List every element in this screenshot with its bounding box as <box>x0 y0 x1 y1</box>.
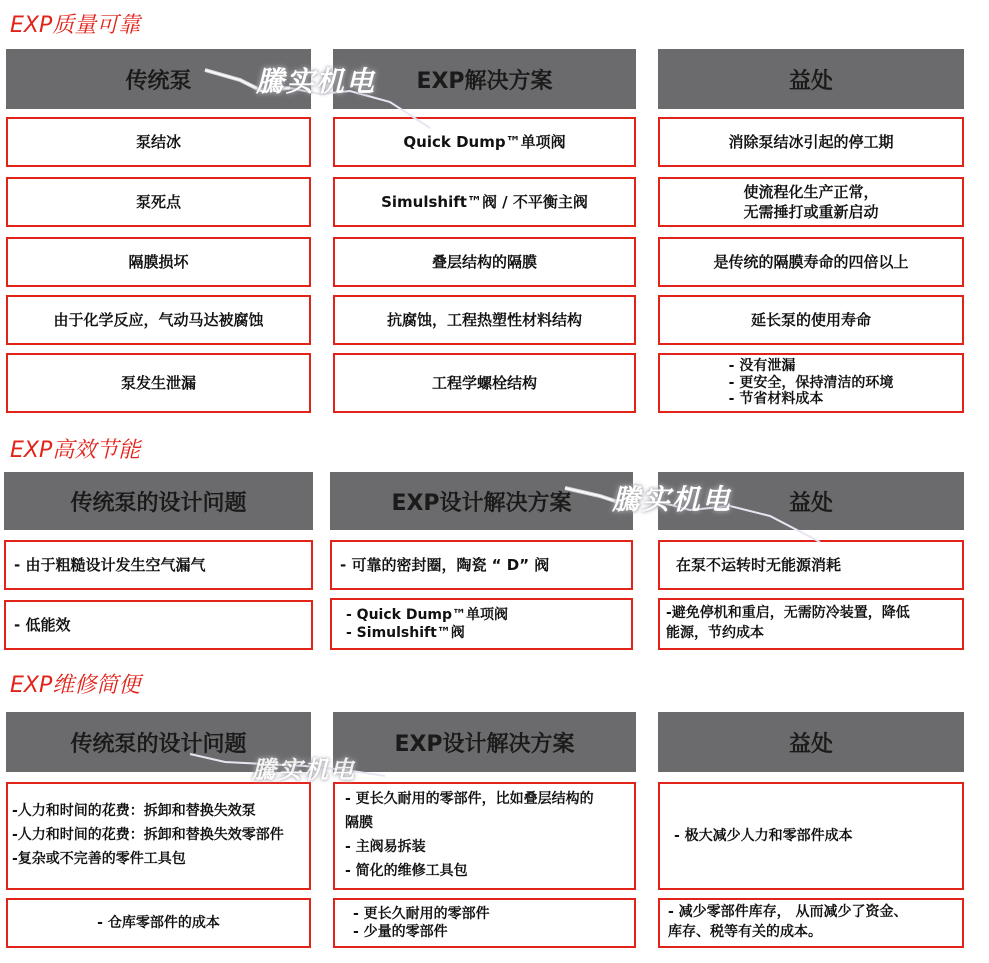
s1-row4-problem <box>6 295 311 345</box>
header-exp-design-solution: EXP设计解决方案 <box>330 472 633 530</box>
s1-row5-benefit <box>658 353 964 413</box>
cell-text-line: 叠层结构的隔膜 <box>431 252 537 271</box>
cell-text-line: - 可靠的密封圈，陶瓷 “ D” 阀 <box>340 555 550 574</box>
s3-row1-benefit <box>658 782 964 890</box>
s3-row1-problem <box>6 782 311 890</box>
cell-text-line: Quick Dump™单项阀 <box>403 132 566 151</box>
cell-text-line: - 少量的零部件 <box>353 924 448 940</box>
header-traditional-design-issue: 传统泵的设计问题 <box>6 712 311 772</box>
cell-text-line: - 简化的维修工具包 <box>345 862 468 879</box>
s1-row2-problem <box>6 177 311 227</box>
s1-row2-benefit <box>658 177 964 227</box>
header-benefit: 益处 <box>658 49 964 109</box>
s1-row2-solution <box>333 177 636 227</box>
cell-text-line: 泵发生泄漏 <box>120 373 196 392</box>
cell-text-line: - 低能效 <box>14 615 71 634</box>
header-traditional-design-issue: 传统泵的设计问题 <box>4 472 313 530</box>
s1-row5-solution <box>333 353 636 413</box>
s3-row2-solution <box>333 898 636 948</box>
cell-text-line: - 节省材料成本 <box>728 391 824 408</box>
section-title-maintenance: EXP维修简便 <box>10 673 141 698</box>
cell-text-line: 泵死点 <box>135 192 181 211</box>
cell-text-line: 使流程化生产正常， <box>743 182 879 201</box>
cell-text-line: - 仓库零部件的成本 <box>97 914 220 931</box>
watermark-logo: 騰实机电 <box>252 756 356 784</box>
cell-text-line: 隔膜损坏 <box>128 252 189 271</box>
cell-text-line: - 更安全，保持清洁的环境 <box>728 374 894 391</box>
s1-row3-problem <box>6 237 311 287</box>
s3-row2-benefit <box>658 898 964 948</box>
s2-row2-problem <box>4 600 313 650</box>
cell-text-line: 抗腐蚀，工程热塑性材料结构 <box>386 310 582 329</box>
s2-row2-benefit <box>658 598 964 650</box>
cell-text-line: - 更长久耐用的零部件 <box>353 905 490 922</box>
s1-row3-solution <box>333 237 636 287</box>
cell-text-line: - 更长久耐用的零部件，比如叠层结构的 <box>345 791 594 808</box>
header-exp-design-solution: EXP设计解决方案 <box>333 712 636 772</box>
s3-row2-problem <box>6 898 311 948</box>
cell-text-line: 隔膜 <box>345 815 373 832</box>
s1-row5-problem <box>6 353 311 413</box>
cell-text-line: - Simulshift™阀 <box>346 625 465 641</box>
cell-text-line: 消除泵结冰引起的停工期 <box>728 132 894 151</box>
cell-text-line: 泵结冰 <box>135 132 181 151</box>
watermark-logo: 騰实机电 <box>612 483 733 516</box>
header-exp-solution: EXP解决方案 <box>333 49 636 109</box>
cell-text-line: 无需捶打或重新启动 <box>743 203 879 221</box>
cell-text-line: - Quick Dump™单项阀 <box>346 606 509 623</box>
watermark-logo: 騰实机电 <box>256 65 377 98</box>
cell-text-line: 是传统的隔膜寿命的四倍以上 <box>713 252 909 271</box>
s1-row4-solution <box>333 295 636 345</box>
s2-row2-solution <box>330 598 633 650</box>
s1-row3-benefit <box>658 237 964 287</box>
cell-text-line: Simulshift™阀 / 不平衡主阀 <box>381 192 588 211</box>
cell-text-line: - 极大减少人力和零部件成本 <box>674 827 853 844</box>
header-benefit: 益处 <box>658 472 964 530</box>
cell-text-line: -复杂或不完善的零件工具包 <box>12 850 186 867</box>
cell-text-line: - 主阀易拆装 <box>345 839 426 855</box>
s2-row1-problem <box>4 540 313 590</box>
cell-text-line: 工程学螺栓结构 <box>431 373 537 392</box>
s1-row4-benefit <box>658 295 964 345</box>
section-title-quality: EXP质量可靠 <box>10 13 141 38</box>
cell-text-line: -人力和时间的花费：拆卸和替换失效零部件 <box>12 827 284 844</box>
header-benefit: 益处 <box>658 712 964 772</box>
header-traditional-pump: 传统泵 <box>6 49 311 109</box>
cell-text-line: - 由于粗糙设计发生空气漏气 <box>14 555 206 574</box>
cell-text-line: -避免停机和重启，无需防冷装置，降低 <box>666 605 910 622</box>
section-title-efficiency: EXP高效节能 <box>10 438 141 463</box>
cell-text-line: - 没有泄漏 <box>728 357 796 374</box>
s3-row1-solution <box>333 782 636 890</box>
cell-text-line: 由于化学反应，气动马达被腐蚀 <box>53 310 264 329</box>
cell-text-line: 库存、税等有关的成本。 <box>668 924 822 940</box>
cell-text-line: 能源，节约成本 <box>666 625 764 641</box>
cell-text-line: -人力和时间的花费：拆卸和替换失效泵 <box>12 803 256 820</box>
cell-text-line: 延长泵的使用寿命 <box>750 310 871 329</box>
s1-row1-benefit <box>658 117 964 167</box>
cell-text-line: - 减少零部件库存， 从而减少了资金、 <box>668 904 908 921</box>
cell-text-line: 在泵不运转时无能源消耗 <box>676 555 842 574</box>
